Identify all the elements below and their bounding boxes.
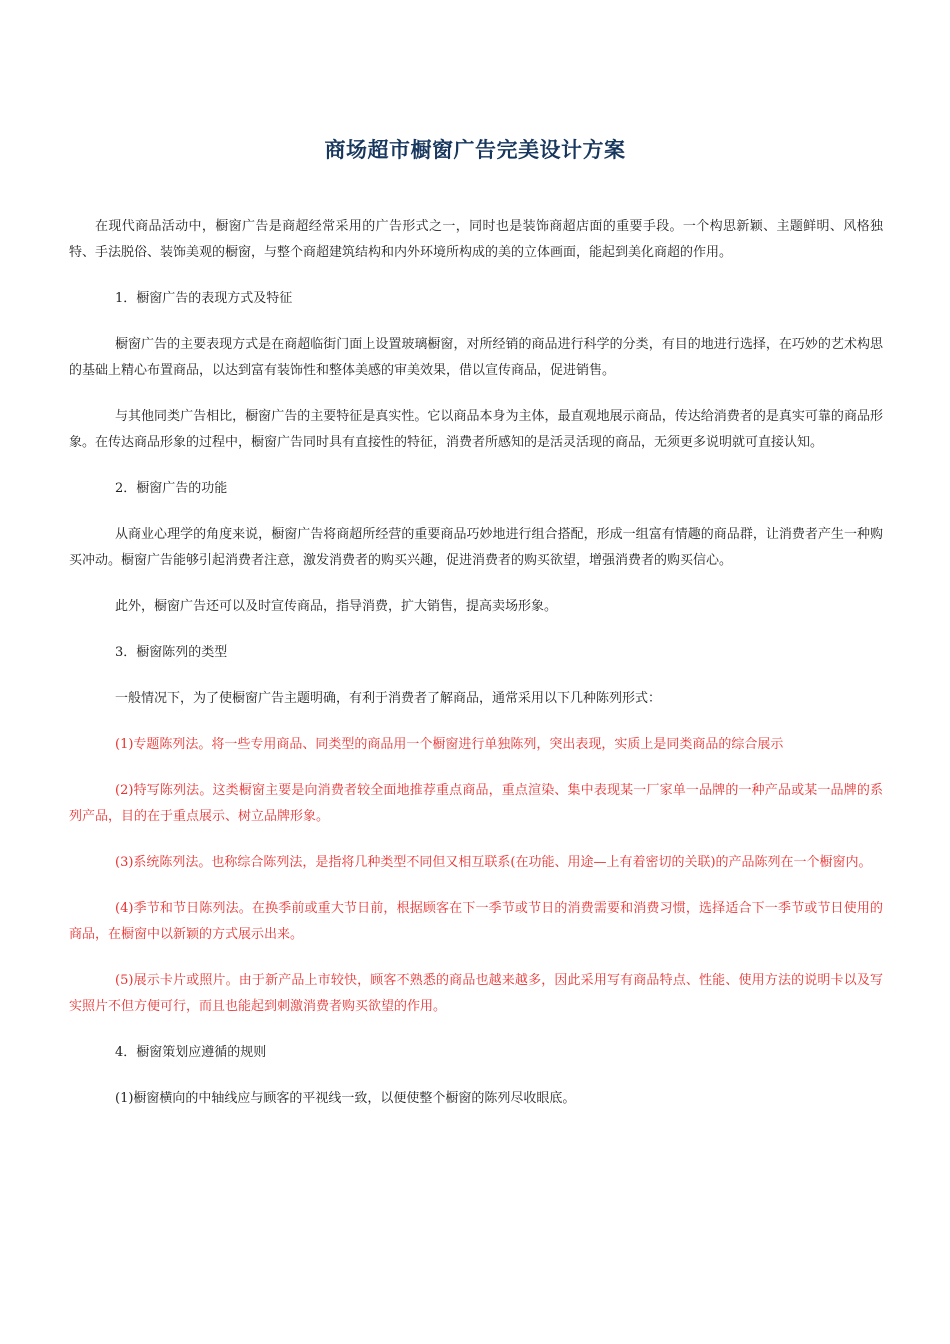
section-4-paragraph: (1)橱窗横向的中轴线应与顾客的平视线一致，以便使整个橱窗的陈列尽收眼底。	[115, 1091, 576, 1106]
section-2-paragraph-2: 此外，橱窗广告还可以及时宣传商品，指导消费，扩大销售，提高卖场形象。	[115, 599, 558, 614]
section-heading-4: 4．橱窗策划应遵循的规则	[115, 1045, 267, 1060]
display-method-3: (3)系统陈列法。也称综合陈列法，是指将几种类型不同但又相互联系(在功能、用途—上有着密切的关联)的产品陈列在一个橱窗内。	[115, 855, 872, 870]
section-heading-3: 3．橱窗陈列的类型	[115, 645, 228, 660]
display-method-1: (1)专题陈列法。将一些专用商品、同类型的商品用一个橱窗进行单独陈列，突出表现，实质上是同类商品的综合展示	[115, 737, 784, 752]
display-method-5: (5)展示卡片或照片。由于新产品上市较快，顾客不熟悉的商品也越来越多，因此采用写有商品特点、性能、使用方法的说明卡以及写实照片不但方便可行，而且也能起到刺激消费者购买欲望的作用。	[69, 973, 883, 1014]
intro-paragraph: 在现代商品活动中，橱窗广告是商超经常采用的广告形式之一，同时也是装饰商超店面的重要手段。一个构思新颖、主题鲜明、风格独特、手法脱俗、装饰美观的橱窗，与整个商超建筑结构和内外环境所构成的美的立体画面，能起到美化商超的作用。	[69, 219, 883, 260]
section-heading-2: 2．橱窗广告的功能	[115, 481, 228, 496]
section-3-paragraph: 一般情况下，为了使橱窗广告主题明确，有利于消费者了解商品，通常采用以下几种陈列形式：	[115, 691, 662, 706]
section-heading-1: 1．橱窗广告的表现方式及特征	[115, 291, 293, 306]
document-title: 商场超市橱窗广告完美设计方案	[324, 138, 626, 162]
display-method-4: (4)季节和节日陈列法。在换季前或重大节日前，根据顾客在下一季节或节日的消费需要和消费习惯，选择适合下一季节或节日使用的商品，在橱窗中以新颖的方式展示出来。	[69, 901, 883, 942]
section-1-paragraph-1: 橱窗广告的主要表现方式是在商超临街门面上设置玻璃橱窗，对所经销的商品进行科学的分类，有目的地进行选择，在巧妙的艺术构思的基础上精心布置商品，以达到富有装饰性和整体美感的审美效果，借以宣传商品，促进销售。	[69, 337, 883, 378]
section-2-paragraph-1: 从商业心理学的角度来说，橱窗广告将商超所经营的重要商品巧妙地进行组合搭配，形成一组富有情趣的商品群，让消费者产生一种购买冲动。橱窗广告能够引起消费者注意，激发消费者的购买兴趣，促进消费者的购买欲望，增强消费者的购买信心。	[69, 527, 883, 568]
document-body	[69, 214, 883, 1112]
section-1-paragraph-2: 与其他同类广告相比，橱窗广告的主要特征是真实性。它以商品本身为主体，最直观地展示商品，传达给消费者的是真实可靠的商品形象。在传达商品形象的过程中，橱窗广告同时具有直接性的特征，消费者所感知的是活灵活现的商品，无须更多说明就可直接认知。	[69, 409, 883, 450]
display-method-2: (2)特写陈列法。这类橱窗主要是向消费者较全面地推荐重点商品，重点渲染、集中表现某一厂家单一品牌的一种产品或某一品牌的系列产品，目的在于重点展示、树立品牌形象。	[69, 783, 883, 824]
